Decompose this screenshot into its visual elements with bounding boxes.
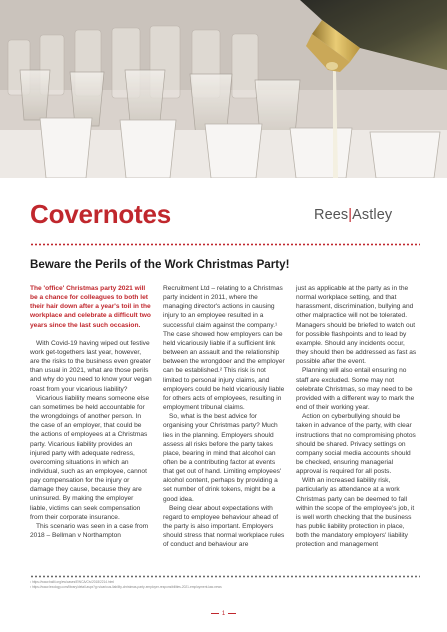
publication-title: Covernotes: [30, 199, 172, 229]
body-paragraph: This scenario was seen in a case from 2018 – Bellman v Northampton: [30, 522, 149, 540]
body-paragraph: Action on cyberbullying should be taken in advance of the party, with clear instructions that no compromising photos should be shared. Privacy settings on company social media accounts should be checked, ensuring managerial approval is required for all posts.: [296, 413, 416, 476]
body-paragraph: just as applicable at the party as in the normal workplace setting, and that harassment, discrimination, bullying and other malpractice will not be tolerated. Managers should be briefed to watch out for possible flashpoints and to lead by example. Should any incidents occur, they should then be addressed as fast as possible after the event.: [296, 285, 417, 366]
footnotes: [30, 580, 420, 590]
champagne-glasses-icon: [0, 0, 447, 178]
footnote-1[interactable]: ¹ https://www.bailii.org/ew/cases/EWCA/Civ/2018/2214.html: [30, 580, 114, 584]
body-paragraph: Recruitment Ltd – relating to a Christmas party incident in 2011, where the managing director's actions in causing injury to an employee resulted in a successful claim against the company.¹ The case showed how employers can be held vicariously liable if a sufficient link between an assault and the relationship between the wrongdoer and the employer can be established.² This risk is not limited to personal injury claims, and employers could be held vicariously liable for others acts of employees, resulting in employment tribunal claims.: [163, 285, 285, 412]
logo-text-astley: Astley: [352, 207, 393, 223]
body-paragraph: With an increased liability risk, particularly as attendance at a work Christmas party can be deemed to fall within the scope of the employee's job, it is well worth checking that the business has public liability protection in place, both the mandatory employers' liability protection and management: [296, 477, 415, 549]
masthead: [0, 195, 447, 240]
hero-photo: [0, 0, 447, 178]
article-column-3: [296, 284, 418, 550]
page-footer: [0, 611, 447, 621]
page-dash-right: [228, 613, 236, 614]
body-paragraph: With Covid-19 having wiped out festive work get-togethers last year, however, are the risks to the business even greater than usual in 2021, what are those perils and why do you need to know your vegan roast from your vicarious liability?: [30, 339, 152, 393]
masthead-divider: [30, 243, 420, 246]
body-paragraph: So, what is the best advice for organising your Christmas party? Much lies in the planning. Employers should assess all risks before the party takes place, bearing in mind that alcohol can often be a contributing factor at events that get out of hand. Limiting employees' alcohol content, perhaps by providing a set number of drink tokens, might be a good idea.: [163, 413, 282, 503]
footnote-2[interactable]: ² https://www.lexology.com/library/detail.aspx?g=vicarious-liability-christmas-party-employer-responsibilities-2021-employment-law-news: [30, 585, 222, 589]
article-column-2: [163, 284, 285, 550]
article-headline: Beware the Perils of the Work Christmas Party!: [30, 258, 290, 271]
body-paragraph: Being clear about expectations with regard to employee behaviour ahead of the party is also important. Employers should stress that normal workplace rules of conduct and behaviour are: [163, 504, 285, 549]
logo-text-rees: Rees: [314, 207, 349, 223]
logo-text: [314, 207, 392, 223]
rees-astley-logo: [314, 207, 426, 235]
logo-divider: |: [348, 207, 353, 223]
footnote-divider: [30, 575, 420, 578]
page-number: 1: [221, 611, 226, 617]
body-paragraph: Vicarious liability means someone else can sometimes be held accountable for the wrongdoings of another person. In the case of an employer, that could be the actions of employees at a Christmas party. Vicarious liability provides an injured party with adequate redress, overcoming situations in which an individual, such as an employee, cannot pay compensation for the injury or damage they cause, because they are uninsured. By making the employer liable, victims can seek compensation from their corporate insurance.: [30, 394, 150, 521]
lead-paragraph: The 'office' Christmas party 2021 will be a chance for colleagues to both let their hair down after a year's toil in the workplace and celebrate a difficult two years since the last such occasion.: [30, 285, 151, 329]
page-dash-left: [211, 613, 219, 614]
article-column-1: [30, 284, 152, 540]
body-paragraph: Planning will also entail ensuring no staff are excluded. Some may not celebrate Christmas, so may need to be provided with a different way to mark the end of their working year.: [296, 367, 415, 412]
